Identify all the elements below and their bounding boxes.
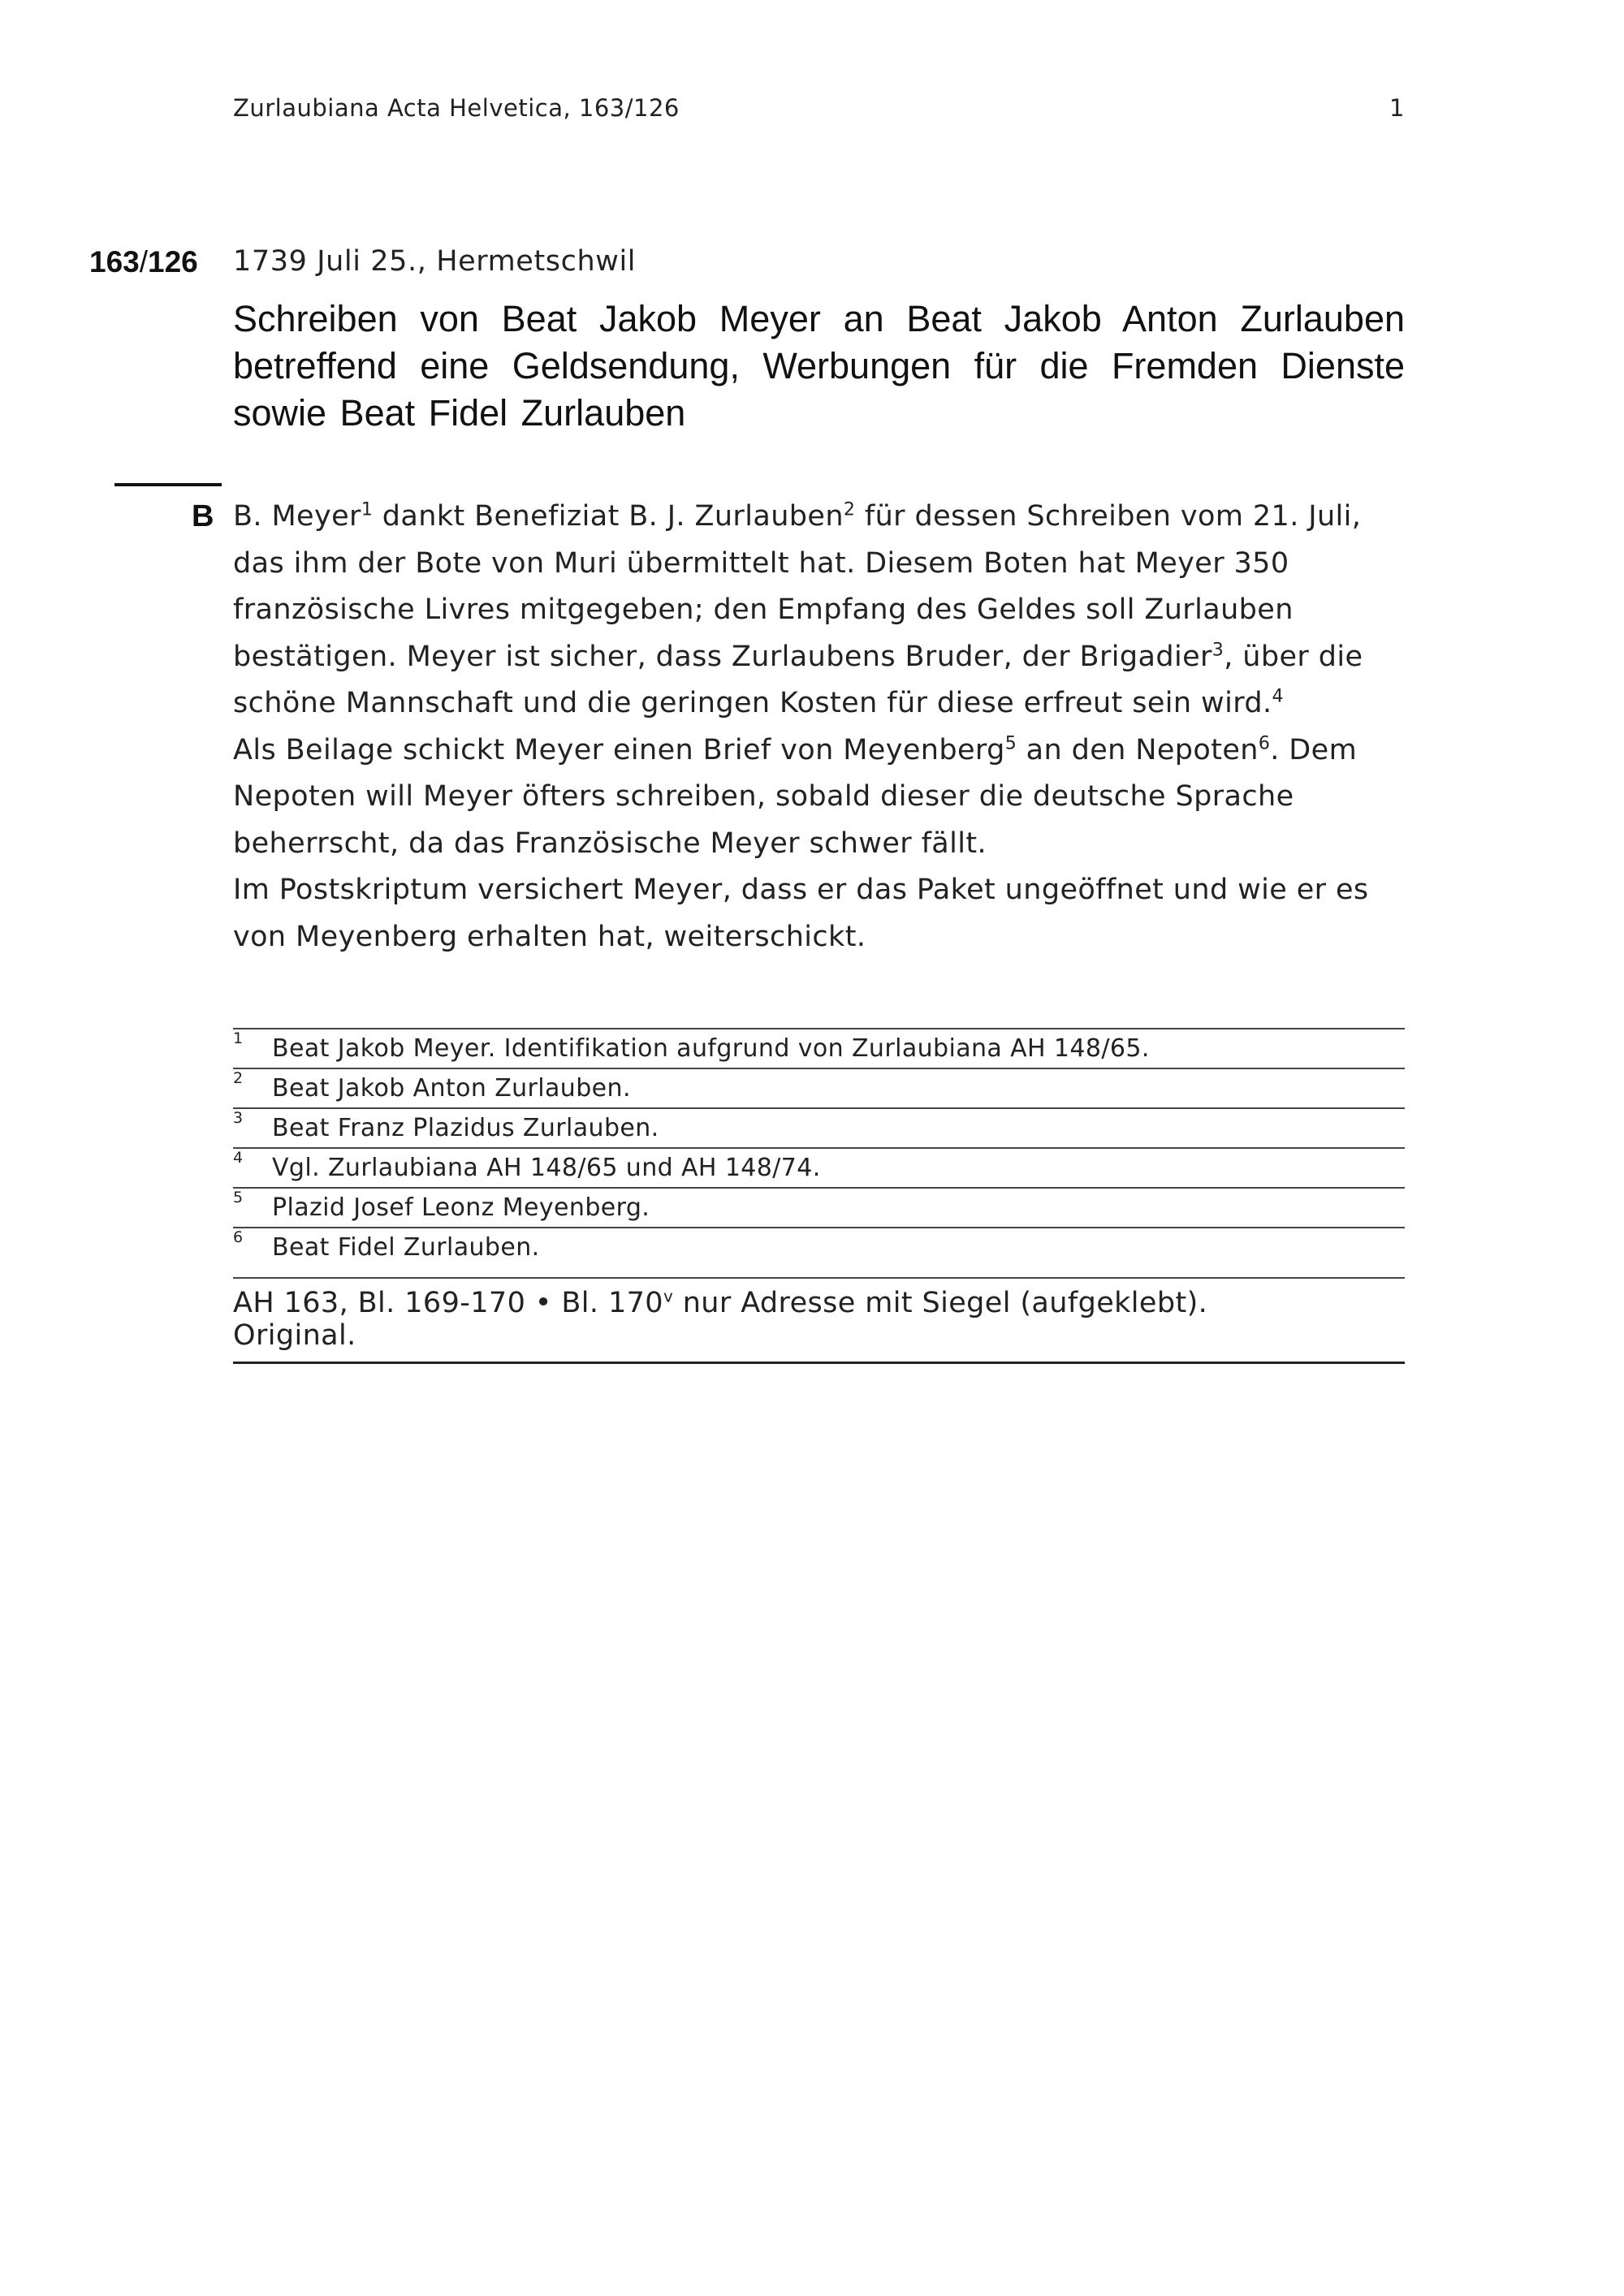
- section-letter: B: [192, 499, 214, 533]
- summary-text: . Dem Nepoten will Meyer öfters schreiben, sobald dieser die deutsche Sprache beherrscht, da das Französische Meyer schwer fällt.: [233, 733, 1358, 860]
- footnote-ref-1[interactable]: 1: [361, 499, 374, 520]
- footnote-text: Beat Jakob Meyer. Identifikation aufgrund von Zurlaubiana AH 148/65.: [272, 1034, 1150, 1063]
- footnote-ref-2[interactable]: 2: [843, 499, 856, 520]
- document-number-slash: /: [139, 245, 149, 278]
- running-title: Zurlaubiana Acta Helvetica, 163/126: [233, 94, 680, 122]
- summary-text: für dessen Schreiben vom 21. Juli, das ihm der Bote von Muri übermittelt hat. Diesem Boten hat Meyer 350 französische Livres mitgegeben; den Empfang des Geldes soll Zurlauben bestätigen. Meyer ist sicher, dass Zurlaubens Bruder, der Brigadier: [233, 500, 1362, 673]
- summary-paragraph-3: Im Postskriptum versichert Meyer, dass er das Paket ungeöffnet und wie er es von Meyenberg erhalten hat, weiterschickt.: [233, 874, 1369, 953]
- source-line-2: Original.: [233, 1319, 356, 1352]
- footnote-number: 5: [233, 1189, 244, 1206]
- footnote-item: [233, 1189, 1405, 1228]
- source-text: nur Adresse mit Siegel (aufgeklebt).: [673, 1287, 1208, 1319]
- footnote-number: 3: [233, 1109, 244, 1127]
- footnote-text: Beat Jakob Anton Zurlauben.: [272, 1074, 631, 1103]
- footnote-ref-6[interactable]: 6: [1258, 732, 1271, 753]
- document-date-place: 1739 Juli 25., Hermetschwil: [233, 245, 637, 278]
- footnote-number: 2: [233, 1069, 244, 1087]
- footnote-text: Beat Fidel Zurlauben.: [272, 1233, 540, 1262]
- footnote-item: [233, 1109, 1405, 1149]
- document-number: [89, 245, 198, 279]
- footnote-text: Vgl. Zurlaubiana AH 148/65 und AH 148/74.: [272, 1154, 821, 1182]
- footnote-item: [233, 1069, 1405, 1109]
- footnote-ref-5[interactable]: 5: [1004, 732, 1017, 753]
- source-text: AH 163, Bl. 169-170 • Bl. 170: [233, 1287, 663, 1319]
- summary-text: an den Nepoten: [1017, 733, 1259, 766]
- verso-mark: v: [663, 1286, 674, 1306]
- footnote-item: [233, 1149, 1405, 1189]
- footnote-text: Beat Franz Plazidus Zurlauben.: [272, 1114, 659, 1142]
- footnote-number: 1: [233, 1029, 244, 1047]
- summary: [233, 494, 1405, 960]
- footnote-ref-3[interactable]: 3: [1212, 639, 1224, 660]
- footnote-number: 6: [233, 1228, 244, 1246]
- running-header: [233, 94, 1405, 122]
- footnotes: [233, 1028, 1405, 1274]
- footnote-number: 4: [233, 1149, 244, 1167]
- summary-text: Als Beilage schickt Meyer einen Brief von Meyenberg: [233, 733, 1005, 766]
- document-title: Schreiben von Beat Jakob Meyer an Beat Jakob Anton Zurlauben betreffend eine Geldsendung, Werbungen für die Fremden Dienste sowie Beat Fidel Zurlauben: [233, 298, 1405, 434]
- section-rule: [114, 483, 222, 486]
- summary-text: dankt Benefiziat B. J. Zurlauben: [373, 500, 844, 533]
- document-number-item: 126: [148, 245, 198, 278]
- footnote-item: [233, 1228, 1405, 1274]
- summary-paragraph-2: [233, 727, 1405, 868]
- source-note: [233, 1277, 1405, 1364]
- document-number-volume: 163: [89, 245, 140, 278]
- source-line-1: [233, 1287, 1405, 1319]
- summary-text: , über die schöne Mannschaft und die geringen Kosten für diese erfreut sein wird.: [233, 640, 1363, 719]
- footnote-ref-4[interactable]: 4: [1272, 686, 1284, 707]
- footnote-text: Plazid Josef Leonz Meyenberg.: [272, 1193, 650, 1222]
- summary-text: B. Meyer: [233, 500, 361, 533]
- footnote-item: [233, 1029, 1405, 1069]
- page-number: 1: [1389, 94, 1405, 122]
- summary-paragraph-1: [233, 494, 1405, 727]
